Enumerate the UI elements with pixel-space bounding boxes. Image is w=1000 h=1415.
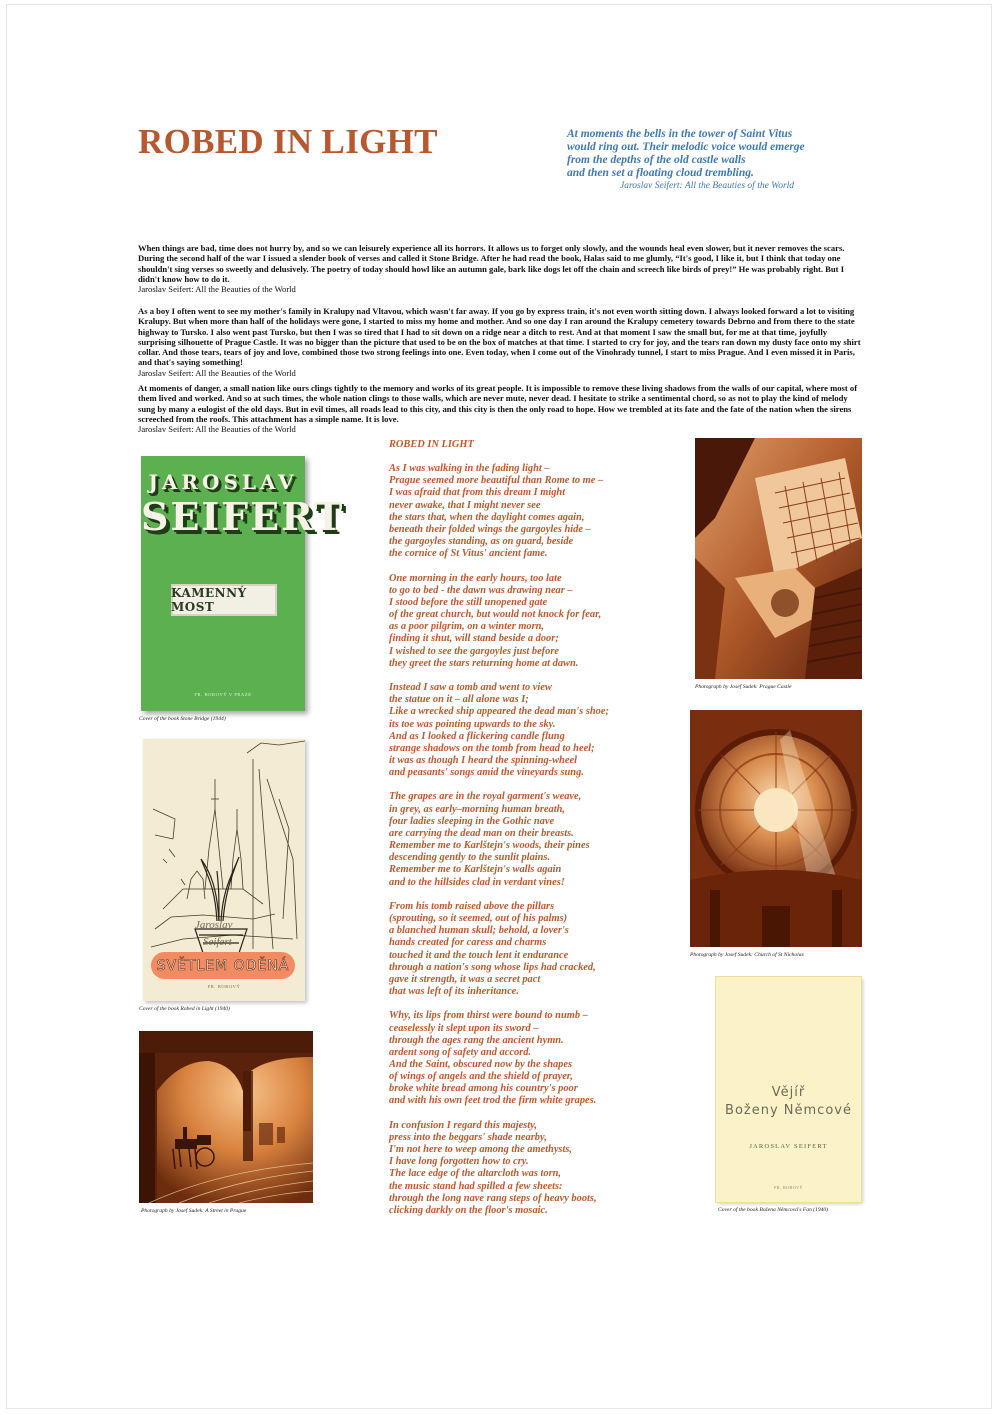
- poem-line: in grey, as early–morning human breath,: [389, 803, 565, 815]
- cover-title-plate: [171, 584, 277, 616]
- poem-line: the stars that, when the daylight comes again,: [389, 511, 585, 523]
- fan-book-cover: [716, 977, 861, 1202]
- poem-stanza: [389, 901, 679, 998]
- epigraph-line: from the depths of the old castle walls: [567, 154, 746, 166]
- cover-author: JAROSLAV SEIFERT: [749, 1143, 828, 1150]
- poem-line: finding it shut, will stand beside a door;: [389, 633, 559, 645]
- poem-line: I wished to see the gargoyles just before: [389, 645, 559, 657]
- poem-line: are carrying the dead man on their breasts.: [389, 827, 574, 839]
- poem-line: ceaselessly it slept upon its sword –: [389, 1022, 539, 1034]
- poem-line: it was as though I heard the spinning-wheel: [389, 754, 577, 766]
- poem-line: (sprouting, so it seemed, out of his palms): [389, 913, 568, 925]
- poem-stanza: [389, 1120, 679, 1217]
- poem-line: to go to bed - the dawn was drawing near –: [389, 584, 573, 596]
- street-photo-image: [139, 1031, 313, 1203]
- prose-source: Jaroslav Seifert: All the Beauties of the World: [138, 424, 296, 435]
- poem-line: I have long forgotten how to cry.: [389, 1156, 529, 1168]
- robed-in-light-caption: Cover of the book Robed in Light (1940): [139, 1006, 230, 1012]
- poem-stanza: [389, 682, 679, 779]
- page-title: ROBED IN LIGHT: [138, 122, 438, 161]
- poem-line: the cornice of St Vitus' ancient fame.: [389, 548, 548, 560]
- poem-line: I was afraid that from this dream I might: [389, 487, 566, 499]
- poem-line: ardent song of safety and accord.: [389, 1046, 531, 1058]
- epigraph-line: would ring out. Their melodic voice would emerge: [567, 141, 805, 153]
- poem-line: In confusion I regard this majesty,: [389, 1119, 537, 1131]
- poem-line: through the long nave rang steps of heavy boots,: [389, 1192, 597, 1204]
- cover-title-line-2: Boženy Němcové: [725, 1103, 852, 1118]
- cover-author-last: SEIFERT: [141, 494, 345, 539]
- robed-in-light-cover: [143, 739, 305, 1001]
- stone-bridge-caption: Cover of the book Stone Bridge (1944): [139, 716, 226, 722]
- prose-text: At moments of danger, a small nation like ours clings tightly to the memory and works of its great people. It is impossible to remove these living shadows from the walls of our capital, where most of them lived and worked. And so at such times, the whole nation clings to those walls, which are never mute, never dead. I hesitate to strike a sentimental chord, so as not to play the kind of melody sung by many a eulogist of the old days. But in evil times, all roads lead to this city, and this city is then the only road to hope. How we trembled at its fate and the fate of the nation when the sirens screeched from the roofs. This attachment has a simple name. It is love.: [138, 383, 858, 424]
- prose-text: When things are bad, time does not hurry by, and so we can leisurely experience all its horrors. It allows us to forget only slowly, and the wounds heal even slower, but it never removes the scars. During the second half of the war I issued a slender book of verses and called it Stone Bridge. After he had read the book, Halas said to me glumly, “It's good, I like it, but I think that today one shouldn't sing verses so sweetly and delusively. The poetry of today should howl like an autumn gale, bark like dogs let off the chain and screech like birds of prey!” He was probably right. But I didn't know how to do it.: [138, 243, 845, 284]
- poem-line: And as I looked a flickering candle flung: [389, 730, 565, 742]
- poem-line: Remember me to Karlštejn's walls again: [389, 864, 562, 876]
- poem-line: beneath their folded wings the gargoyles hide –: [389, 523, 591, 535]
- poem-stanza: [389, 573, 679, 670]
- poem-line: Why, its lips from thirst were bound to numb –: [389, 1010, 588, 1022]
- poem-line: Instead I saw a tomb and went to view: [389, 682, 552, 694]
- poem-line: gave it strength, it was a secret pact: [389, 973, 541, 985]
- poem-line: of the great church, but would not knock for fear,: [389, 609, 602, 621]
- cover-author-last: Seifert: [203, 936, 232, 948]
- fan-book-caption: Cover of the book Božena Němcová's Fan (1940): [718, 1207, 829, 1213]
- prose-source: Jaroslav Seifert: All the Beauties of the World: [138, 367, 296, 378]
- nicholas-photo-caption: Photograph by Josef Sudek: Church of St Nicholas: [690, 952, 804, 958]
- poem-line: a blanched human skull; behold, a lover's: [389, 925, 569, 937]
- cover-title-line-1: Vějíř: [771, 1085, 806, 1100]
- poem-line: The grapes are in the royal garment's weave,: [389, 791, 582, 803]
- poem-title: ROBED IN LIGHT: [389, 439, 474, 450]
- nicholas-photo-image: [690, 710, 862, 947]
- poem-line: never awake, that I might never see: [389, 499, 541, 511]
- poem-line: they greet the stars returning home at dawn.: [389, 657, 579, 669]
- poem-line: as a poor pilgrim, on a winter morn,: [389, 621, 545, 633]
- poem-line: As I was walking in the fading light –: [389, 463, 550, 475]
- castle-photo-image: [695, 438, 862, 679]
- epigraph-source: Jaroslav Seifert: All the Beauties of the World: [620, 181, 795, 191]
- cover-publisher: FR. BOROVÝ: [207, 984, 241, 989]
- poem-line: four ladies sleeping in the Gothic nave: [389, 815, 555, 827]
- poem-line: and with his own feet trod the firm white grapes.: [389, 1095, 597, 1107]
- poem-line: The lace edge of the altarcloth was torn,: [389, 1168, 562, 1180]
- poem-line: hands created for caress and charms: [389, 937, 547, 949]
- poem-line: through the ages rang the ancient hymn.: [389, 1034, 564, 1046]
- poem-line: the music stand had spilled a few sheets:: [389, 1180, 563, 1192]
- epigraph-line: At moments the bells in the tower of Saint Vitus: [567, 128, 793, 140]
- poem-line: and to the hillsides clad in verdant vines!: [389, 876, 565, 888]
- poem-line: Prague seemed more beautiful than Rome to me –: [389, 475, 604, 487]
- poem-line: I stood before the still unopened gate: [389, 596, 548, 608]
- epigraph-line: and then set a floating cloud trembling.: [567, 167, 754, 179]
- poem-line: the gargoyles standing, as on guard, beside: [389, 536, 574, 548]
- poem-line: From his tomb raised above the pillars: [389, 900, 555, 912]
- poem-line: clicking darkly on the floor's mosaic.: [389, 1204, 548, 1216]
- poem-line: broke white bread among his country's poor: [389, 1083, 578, 1095]
- castle-photo-caption: Photograph by Josef Sudek: Prague Castle: [695, 684, 792, 690]
- poem: [389, 439, 679, 1229]
- poem-line: touched it and the touch lent it endurance: [389, 949, 569, 961]
- cover-publisher: FR. BOROVÝ: [774, 1185, 803, 1190]
- street-photo-caption: Photograph by Josef Sudek: A Street in Prague: [141, 1208, 247, 1214]
- cover-author-first: JAROSLAV: [148, 470, 298, 494]
- prose-paragraph-2: [138, 306, 866, 378]
- cover-publisher: FR. BOROVÝ V PRAZE: [194, 692, 252, 697]
- cover-title-band: [151, 952, 295, 979]
- poem-line: strange shadows on the tomb from head to heel;: [389, 742, 595, 754]
- poem-line: I'm not here to weep among the amethysts,: [389, 1144, 572, 1156]
- poem-line: descending gently to the sunlit plains.: [389, 852, 551, 864]
- cover-author-first: Jaroslav: [195, 919, 233, 931]
- poem-line: that was left of its inheritance.: [389, 986, 519, 997]
- street-photo: [139, 1031, 313, 1203]
- prose-source: Jaroslav Seifert: All the Beauties of the World: [138, 284, 296, 295]
- prose-paragraph-3: [138, 383, 866, 434]
- poem-line: through a nation's song whose lips had cracked,: [389, 961, 596, 973]
- castle-photo: [695, 438, 862, 679]
- poem-stanza: [389, 791, 679, 888]
- poem-line: the statue on it – all alone was I;: [389, 694, 529, 706]
- poem-stanzas: [389, 463, 679, 1217]
- poem-line: Like a wrecked ship appeared the dead man's shoe;: [389, 706, 609, 718]
- stone-bridge-cover: [141, 456, 345, 711]
- prose-text: As a boy I often went to see my mother's family in Kralupy nad Vltavou, which wasn't far away. If you go by express train, it's not even worth sitting down. I always looked forward a lot to visiting Kralupy. But when more than half of the holidays were gone, I started to miss my home and mother. And so one day I ran around the Kralupy cemetery towards Debrno and from there to the state highway to Tursko. I also went past Tursko, but then I was so tired that I had to sit down on a ridge near a ditch to rest. And at that moment I saw the small but, for me at that time, joyfully surprising silhouette of Prague Castle. It was no bigger than the picture that used to be on the box of matches at that time. I started to cry for joy, and the tears ran down my dusty face onto my shirt collar. And those tears, tears of joy and love, combined those two strong feelings into one. Even today, when I come out of the Vinohrady tunnel, I start to miss Prague. And I even missed it in Paris, and that's saying something!: [138, 306, 861, 368]
- prose-paragraph-1: [138, 243, 866, 294]
- nicholas-photo: [690, 710, 862, 947]
- cover-title: KAMENNÝ MOST: [171, 586, 247, 614]
- poem-line: and peasants' songs amid the vineyards sung.: [389, 767, 584, 779]
- poem-line: of wings of angels and the shield of prayer,: [389, 1071, 573, 1083]
- poem-stanza: [389, 463, 679, 560]
- poem-line: its toe was pointing upwards to the sky.: [389, 718, 556, 730]
- poem-stanza: [389, 1010, 679, 1107]
- poem-line: press into the beggars' shade nearby,: [389, 1131, 547, 1143]
- poem-line: Remember me to Karlštejn's woods, their pines: [389, 840, 590, 852]
- cover-title: SVĚTLEM ODĚNÁ: [156, 957, 290, 974]
- poem-line: One morning in the early hours, too late: [389, 572, 562, 584]
- epigraph: [567, 128, 867, 193]
- poem-line: And the Saint, obscured now by the shapes: [389, 1058, 573, 1070]
